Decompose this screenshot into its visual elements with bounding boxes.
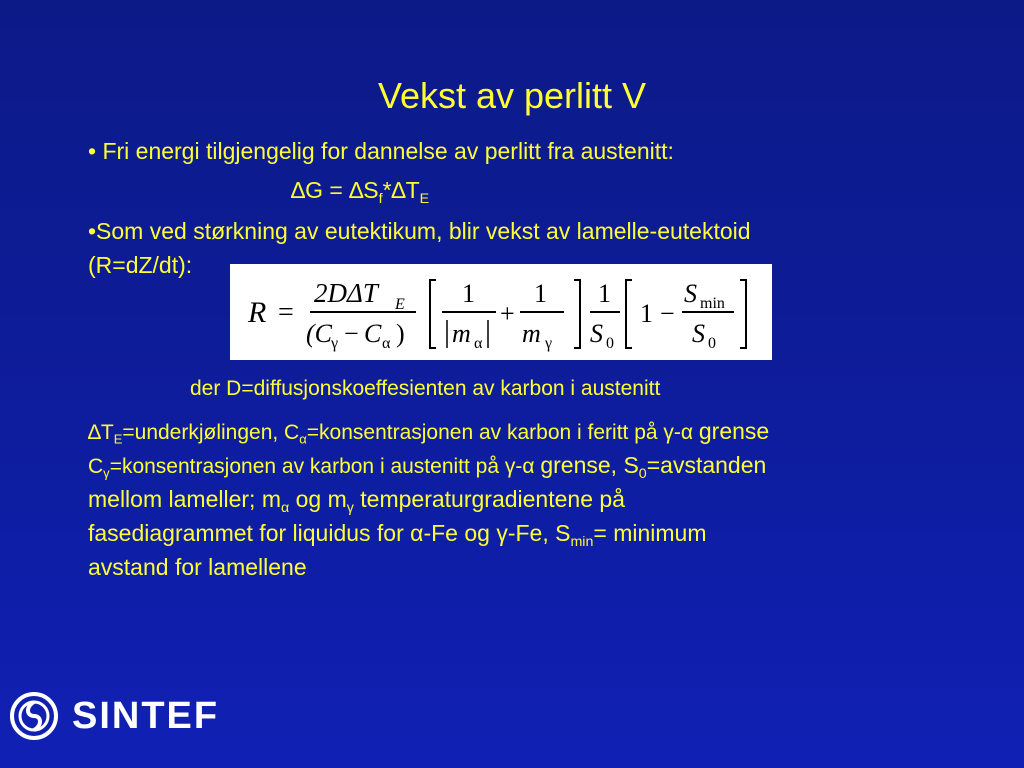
term3-one: 1 (598, 279, 611, 308)
where-line: der D=diffusjonskoeffesienten av karbon i austenitt (190, 377, 661, 400)
equation-delta-g: $\Delta G = \Delta S_f*\Delta T_E$ (291, 177, 430, 207)
formula-numerator-sub: E (395, 296, 405, 313)
bullet-growth-line2: (R=dZ/dt): (88, 252, 193, 278)
sintef-logo-icon (8, 690, 64, 742)
formula-den-minus: − (344, 319, 359, 348)
term1-one: 1 (462, 279, 475, 308)
formula-equals: = (278, 297, 294, 328)
formula-plus: + (500, 299, 515, 328)
sintef-logo-text: SINTEF (72, 695, 220, 737)
term3-zero: 0 (606, 335, 614, 352)
formula-den-gamma: γ (331, 335, 339, 352)
term4-one: 1 (640, 299, 653, 328)
term4-zero: 0 (708, 335, 716, 352)
bracket-right-2 (740, 280, 746, 348)
term2-gamma: γ (545, 335, 553, 352)
bracket-left-2 (626, 280, 632, 348)
definition-line-4: fasediagrammet for liquidus for α-Fe og γ-Fe, $S_{min}=$ minimum (88, 520, 707, 550)
bracket-left-1 (430, 280, 436, 348)
definition-line-5: avstand for lamellene (88, 554, 307, 580)
formula-r: R (248, 296, 267, 329)
term1-m: m (452, 319, 471, 348)
definition-line-3: mellom lameller; $m_\alpha$ og $m_\gamma$ temperaturgradientene på (88, 486, 625, 516)
term3-s: S (590, 319, 603, 348)
definition-line-1: $\Delta T_E=underkjølingen$, $C_\alpha=konsentrasjonen$ av karbon i feritt på γ-α grense (88, 418, 770, 447)
term1-alpha: α (474, 335, 483, 352)
formula-den-alpha: α (382, 335, 391, 352)
term4-s: S (684, 279, 697, 308)
definition-line-2: $C_\gamma=konsentrasjonen$ av karbon i austenitt på γ-α grense, $S_0=avstanden$ (88, 452, 767, 482)
growth-rate-formula (230, 264, 772, 360)
bullet-free-energy: • Fri energi tilgjengelig for dannelse av perlitt fra austenitt: (88, 138, 674, 164)
bullet-growth-line1: •Som ved størkning av eutektikum, blir vekst av lamelle-eutektoid (88, 218, 751, 244)
formula-den-open: (C (306, 319, 332, 348)
term2-m: m (522, 319, 541, 348)
formula-numerator: 2DΔT (314, 278, 378, 308)
formula-den-c: C (364, 319, 382, 348)
term4-min: min (700, 295, 725, 312)
bracket-right-1 (574, 280, 580, 348)
formula-svg (230, 264, 772, 360)
term2-one: 1 (534, 279, 547, 308)
formula-den-close: ) (396, 319, 405, 348)
term4-s0: S (692, 319, 705, 348)
term4-minus: − (660, 299, 675, 328)
slide-title: Vekst av perlitt V (377, 75, 647, 116)
